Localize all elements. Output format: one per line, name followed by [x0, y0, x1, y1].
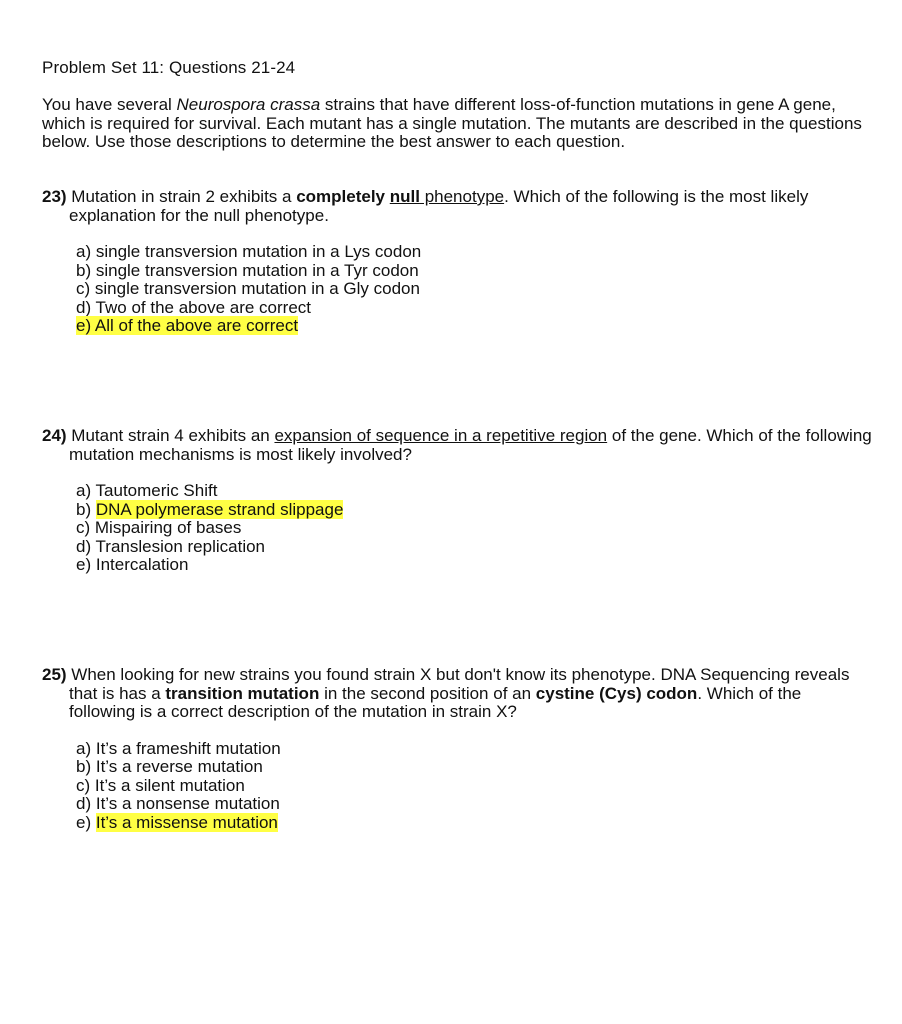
option-text: All of the above are correct [94, 316, 299, 335]
option-text: single transversion mutation in a Lys codon [95, 242, 422, 261]
option-text: It’s a nonsense mutation [95, 794, 280, 813]
question-stem [42, 666, 872, 722]
option-text: Translesion replication [95, 536, 265, 556]
option-text: It’s a silent mutation [94, 775, 245, 795]
stem-underlined-phenotype: phenotype [419, 187, 505, 206]
highlighted-answer: DNA polymerase strand slippage [95, 499, 344, 519]
question-stem [42, 427, 872, 464]
option-text: Intercalation [95, 555, 189, 574]
stem-bold-null: null [389, 187, 420, 206]
answer-options [76, 243, 872, 336]
option-letter: b) [76, 260, 96, 280]
stem-bold-completely: completely [296, 187, 386, 206]
option-letter: c) [76, 518, 95, 537]
option-c [76, 777, 872, 796]
question-number: 24) [42, 426, 67, 445]
option-b [76, 501, 872, 520]
stem-text: When looking for new strains you found strain X but don't know its phenotype. DNA Sequencing reveals that is has a [66, 665, 850, 703]
stem-text: Mutant strain 4 exhibits an [66, 426, 275, 445]
option-e [76, 814, 872, 833]
option-text: It’s a frameshift mutation [95, 738, 281, 758]
option-letter: a) [76, 242, 96, 261]
intro-text-2: strains that have different loss-of-function mutations in gene A gene, which is required for survival. Each mutant has a single mutation. The mutants are described in the questions below. Use those descriptions to determine the best answer to each question. [42, 95, 862, 151]
option-b [76, 262, 872, 281]
highlighted-answer [76, 316, 298, 335]
option-c [76, 519, 872, 538]
option-letter: d) [76, 536, 96, 556]
option-text: Mispairing of bases [94, 518, 242, 537]
stem-underlined-expansion: expansion of sequence in a repetitive region [274, 426, 608, 445]
option-b [76, 758, 872, 777]
option-d [76, 299, 872, 318]
option-letter: e) [76, 316, 95, 335]
option-letter: b) [76, 757, 96, 776]
option-d [76, 538, 872, 557]
option-a [76, 482, 872, 501]
stem-bold-cystine-codon: cystine (Cys) codon [535, 683, 698, 703]
intro-species-name: Neurospora crassa [176, 95, 321, 114]
question-number: 25) [42, 665, 67, 684]
option-letter: b) [76, 499, 96, 519]
intro-paragraph [42, 96, 872, 152]
option-text: Two of the above are correct [95, 297, 311, 317]
option-letter: e) [76, 812, 96, 832]
option-a [76, 243, 872, 262]
intro-text-1: You have several [42, 95, 177, 114]
answer-options [76, 482, 872, 575]
option-c [76, 280, 872, 299]
option-text: single transversion mutation in a Tyr codon [95, 260, 419, 280]
option-letter: c) [76, 775, 95, 795]
stem-text: Mutation in strain 2 exhibits a [66, 187, 297, 206]
option-e [76, 317, 872, 336]
stem-text: . Which of the following is a correct description of the mutation in strain X? [69, 683, 802, 721]
option-e [76, 556, 872, 575]
page-title: Problem Set 11: Questions 21-24 [42, 58, 296, 77]
question-stem [42, 188, 872, 225]
option-a [76, 740, 872, 759]
highlighted-answer: It’s a missense mutation [95, 812, 278, 832]
option-letter: c) [76, 279, 95, 298]
option-text: Tautomeric Shift [95, 481, 218, 500]
option-letter: a) [76, 738, 96, 758]
question-number: 23) [42, 187, 67, 206]
option-d [76, 795, 872, 814]
option-letter: a) [76, 481, 96, 500]
answer-options [76, 740, 872, 833]
option-letter: d) [76, 794, 96, 813]
stem-text: of the gene. Which of the following mutation mechanisms is most likely involved? [69, 426, 872, 464]
option-letter: e) [76, 555, 96, 574]
stem-text: . Which of the following is the most likely explanation for the null phenotype. [69, 187, 809, 225]
option-letter: d) [76, 297, 96, 317]
stem-bold-transition-mutation: transition mutation [165, 683, 320, 703]
option-text: single transversion mutation in a Gly codon [94, 279, 420, 298]
question-24 [42, 427, 872, 575]
question-23 [42, 188, 872, 336]
question-25 [42, 666, 872, 832]
stem-text: in the second position of an [319, 683, 536, 703]
option-text: It’s a reverse mutation [95, 757, 263, 776]
